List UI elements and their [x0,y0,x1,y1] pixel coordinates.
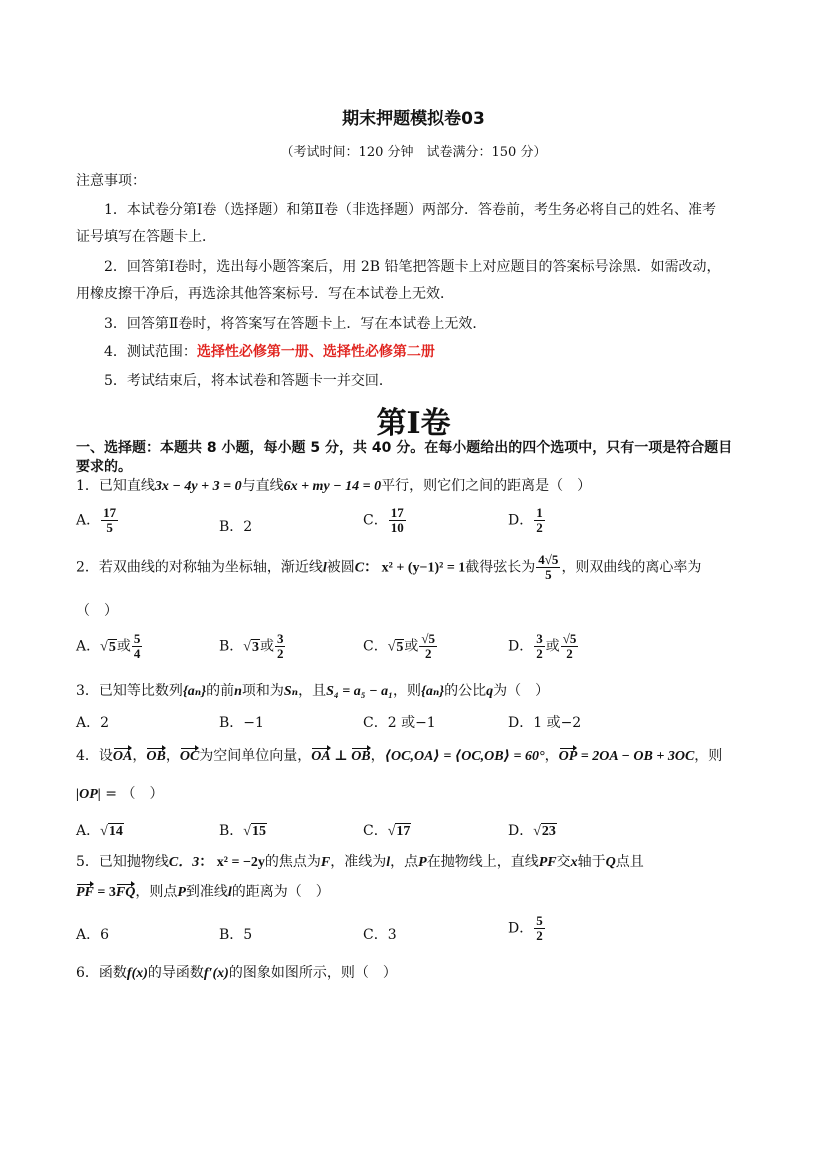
q3-text-2: 的前 [206,683,235,699]
q4-option-c[interactable] [363,820,411,840]
fraction [275,632,286,661]
q4-vector-equation: = 2OA − OB + 3OC [577,749,695,764]
numerator: 5 [133,631,141,646]
or-text: 或 [259,638,274,655]
q5-text-1: 5．已知抛物线 [76,854,169,870]
question-2 [76,553,701,582]
option-label: D． [508,512,534,529]
radicand: 17 [396,824,411,839]
numerator: 1 [536,505,543,520]
q5-option-c[interactable]: C．3 [363,927,397,943]
fraction [132,632,143,661]
note-2a: 2．回答第Ⅰ卷时，选出每小题答案后，用 2B 铅笔把答题卡上对应题目的答案标号涂黑．如需改动， [104,259,721,275]
denominator: 2 [536,520,543,535]
q6-text-2: 的导函数 [147,965,204,981]
q3-text-4: ，且 [298,683,327,699]
q3-option-c[interactable]: C．2 或−1 [363,715,436,731]
q5-text-7: 轴于 [577,854,606,870]
q3-text-6: 的公比 [444,683,487,699]
q5-line-2 [76,881,330,901]
sqrt: √5 [387,639,404,655]
q2-option-d[interactable] [508,632,579,661]
sqrt: √5 [100,639,116,655]
vector-oa: OA [311,749,331,764]
q1-line-2-eq: 6x + my − 14 = 0 [283,479,382,494]
q2-circle-eq: ： x² + (y−1)² = 1 [364,560,466,576]
q5-text-2: 的焦点为 [264,854,321,870]
q3-condition: S₄ = a₅ − a₁ [326,684,393,699]
radicand: 15 [251,824,266,839]
q1-option-a[interactable] [76,506,119,535]
q5-point-q: Q [605,855,616,870]
q1-option-c[interactable] [363,506,407,535]
q4-option-a[interactable] [76,820,124,840]
numerator: 3 [276,631,284,646]
note-1b: 证号填写在答题卡上． [76,229,216,245]
q3-sequence-2: {aₙ} [420,684,445,699]
q4-text-1: 4．设 [76,748,113,764]
q1-text-1: 1．已知直线 [76,478,155,494]
q5-text-5: 在抛物线上，直线 [426,854,539,870]
q5-line-pf: PF [538,855,557,870]
option-label: B． [219,638,244,655]
sqrt: √23 [533,824,556,839]
q1-option-b[interactable]: B．2 [219,519,253,535]
q6-derivative: f′(x) [203,966,229,981]
radicand: 5 [108,639,116,655]
vector-pf: PF [76,885,94,900]
option-label: B． [219,823,244,839]
q5-vector-eq: = 3 [93,885,116,900]
q5-option-b[interactable]: B．5 [219,927,253,943]
q2-option-c[interactable] [363,632,438,661]
q6-text-1: 6．函数 [76,965,127,981]
test-range: 选择性必修第一册、选择性必修第二册 [196,344,435,360]
notes-heading: 注意事项： [76,173,146,189]
option-label: C． [363,823,388,839]
or-text: 或 [545,638,560,655]
denominator: 2 [276,646,284,661]
numerator: √5 [421,631,436,646]
q4-text-6: = （ ） [100,786,164,802]
question-5 [76,851,644,871]
fraction [536,553,560,582]
option-label: D． [508,823,534,839]
question-3 [76,680,549,700]
q5-parabola-label: C．3 [168,855,200,870]
q3-text-7: 为（ ） [493,683,550,699]
fraction [534,914,545,943]
sqrt: √3 [243,639,259,655]
note-5: 5．考试结束后，将本试卷和答题卡一并交回． [104,373,393,389]
q3-sequence: {aₙ} [182,684,207,699]
q4-text-3: ， [370,748,385,764]
q5-text-6: 交 [556,854,571,870]
q5-directrix: l [386,855,391,870]
note-3: 3．回答第Ⅱ卷时，将答案写在答题卡上．写在本试卷上无效． [104,316,487,332]
q2-paren: （ ） [76,603,118,619]
q5-point-p: P [418,855,427,870]
q2-option-b[interactable] [219,632,286,661]
separator: ， [132,748,147,764]
denominator: 2 [536,646,543,661]
part-heading: 第Ⅰ卷 [376,406,451,441]
fraction [534,632,545,661]
numerator: 5 [536,913,543,928]
q5-focus: F [320,855,331,870]
q4-option-b[interactable] [219,820,267,840]
q2-text-3: 截得弦长为 [465,559,536,576]
option-label: C． [363,638,388,655]
q3-text-1: 3．已知等比数列 [76,683,183,699]
radicand: 5 [396,639,404,655]
q4-text-2: 为空间单位向量， [199,748,312,764]
question-6 [76,962,397,982]
sqrt: √17 [387,824,411,839]
q3-ratio: q [486,684,494,699]
q3-option-b[interactable]: B．−1 [219,715,264,731]
note-2b: 用橡皮擦干净后，再选涂其他答案标号．写在本试卷上无效． [76,286,454,302]
q5-text-3: ，准线为 [330,854,387,870]
sqrt: √15 [243,824,266,839]
q2-asymptote: l [322,560,327,576]
q2-circle-label: C [354,560,365,576]
sqrt: √14 [100,824,123,839]
fraction [561,632,579,661]
page-title: 期末押题模拟卷03 [342,109,485,129]
section-heading-line2: 要求的。 [76,459,132,475]
q6-text-3: 的图象如图所示，则（ ） [228,965,397,981]
q4-magnitude: |OP| [76,787,101,802]
q1-text-2: 与直线 [241,478,284,494]
or-text: 或 [404,638,419,655]
q3-text-5: ，则 [392,683,421,699]
denominator: 5 [106,520,113,535]
q5-option-d[interactable] [508,914,546,943]
q5-x-axis: x [570,855,578,870]
vector-fq: FQ [115,885,136,900]
radicand: 3 [251,639,259,655]
q5-text-10: 到准线 [185,884,228,900]
option-label: C． [363,512,388,529]
note-4 [104,341,435,361]
section-heading-line1: 一、选择题：本题共 8 小题，每小题 5 分，共 40 分。在每小题给出的四个选项中，只有一项是符合题目 [76,440,733,456]
q2-text-4: ，则双曲线的离心率为 [561,559,702,576]
q3-option-a[interactable]: A．2 [76,715,110,731]
q5-directrix: l [227,885,232,900]
numerator: 4√5 [538,552,559,567]
separator: ， [165,748,180,764]
denominator: 2 [424,646,432,661]
q5-option-a[interactable]: A．6 [76,927,110,943]
question-4 [76,745,722,765]
q5-text-8: 点且 [615,854,644,870]
fraction [389,506,406,535]
q4-line-2 [76,783,163,803]
numerator: 3 [536,631,543,646]
vector-oa: OA [112,749,133,764]
denominator: 4 [133,646,141,661]
or-text: 或 [116,638,131,655]
perp-symbol: ⊥ [330,749,352,764]
question-1 [76,475,591,495]
denominator: 10 [390,520,404,535]
q6-function: f(x) [126,966,148,981]
denominator: 2 [536,928,543,943]
q2-option-a[interactable] [76,632,143,661]
q5-parabola-eq: ： x² = −2y [199,855,265,870]
fraction [101,506,118,535]
numerator: 17 [390,505,404,520]
option-label: D． [508,920,534,937]
radicand: 14 [108,824,123,839]
q1-line-1-eq: 3x − 4y + 3 = 0 [154,479,242,494]
option-label: D． [508,638,534,655]
fraction [534,506,545,535]
q3-text-3: 项和为 [241,683,284,699]
q2-text-2: 被圆 [326,559,355,576]
q4-text-5: ，则 [694,748,723,764]
q3-sum: Sₙ [283,684,299,699]
option-label: A． [76,638,101,655]
q1-text-3: 平行，则它们之间的距离是（ ） [381,478,592,494]
numerator: 17 [103,505,117,520]
note-1a: 1．本试卷分第Ⅰ卷（选择题）和第Ⅱ卷（非选择题）两部分．答卷前，考生务必将自己的姓名、准考 [104,202,716,218]
q4-angle-condition: ⟨OC,OA⟩ = ⟨OC,OB⟩ = 60° [384,749,545,764]
q1-option-d[interactable] [508,506,546,535]
q3-option-d[interactable]: D．1 或−2 [508,715,582,731]
note-4-prefix: 4．测试范围： [104,344,197,360]
denominator: 2 [566,646,573,661]
option-label: A． [76,823,101,839]
denominator: 5 [545,567,552,582]
vector-ob: OB [351,749,371,764]
exam-info: （考试时间：120 分钟 试卷满分：150 分） [280,145,547,160]
q2-text-1: 2．若双曲线的对称轴为坐标轴，渐近线 [76,559,323,576]
q3-n: n [234,684,242,699]
q5-text-9: ，则点 [135,884,178,900]
q5-text-4: ，点 [390,854,419,870]
option-label: A． [76,512,101,529]
q5-text-11: 的距离为（ ） [231,884,330,900]
vector-ob: OB [146,749,166,764]
vector-op: OP [558,749,578,764]
radicand: 23 [541,824,556,839]
numerator: √5 [562,631,577,646]
q4-option-d[interactable] [508,820,557,840]
q5-point-p: P [177,885,186,900]
q4-text-4: ， [544,748,559,764]
fraction [419,632,437,661]
vector-oc: OC [179,749,200,764]
